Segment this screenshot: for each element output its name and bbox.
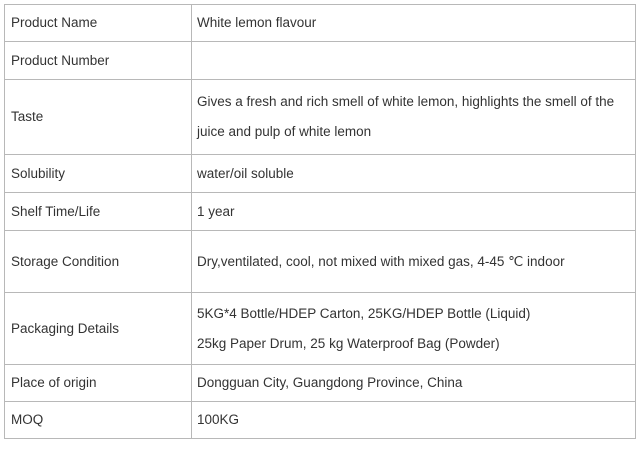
value-line: juice and pulp of white lemon (197, 124, 372, 139)
table-row (5, 231, 636, 293)
value-line: Dongguan City, Guangdong Province, China (197, 375, 463, 390)
row-label: Packaging Details (5, 293, 192, 365)
value-line: Dry,ventilated, cool, not mixed with mixed gas, 4-45 ℃ indoor (197, 253, 565, 269)
table-row (5, 402, 636, 439)
row-value (192, 5, 636, 42)
row-label: Product Number (5, 42, 192, 80)
row-value (192, 80, 636, 155)
table-row (5, 365, 636, 402)
row-label: Place of origin (5, 365, 192, 402)
value-line: White lemon flavour (197, 15, 317, 30)
table-row (5, 193, 636, 231)
table-row (5, 5, 636, 42)
table-row (5, 80, 636, 155)
value-line: 25kg Paper Drum, 25 kg Waterproof Bag (Powder) (197, 335, 500, 351)
row-label: Solubility (5, 155, 192, 193)
row-value (192, 231, 636, 293)
row-label: Storage Condition (5, 231, 192, 293)
value-line: water/oil soluble (197, 165, 294, 181)
table-row (5, 42, 636, 80)
table-row (5, 293, 636, 365)
row-label: MOQ (5, 402, 192, 439)
table-row (5, 155, 636, 193)
row-value (192, 402, 636, 439)
value-line: 100KG (197, 412, 240, 427)
value-line: 1 year (197, 203, 235, 219)
row-value (192, 293, 636, 365)
row-value (192, 155, 636, 193)
row-value (192, 365, 636, 402)
row-value (192, 42, 636, 80)
value-line: 5KG*4 Bottle/HDEP Carton, 25KG/HDEP Bottle (Liquid) (197, 305, 531, 321)
row-label: Product Name (5, 5, 192, 42)
product-spec-table (4, 4, 636, 439)
row-label: Shelf Time/Life (5, 193, 192, 231)
value-line: Gives a fresh and rich smell of white lemon, highlights the smell of the (197, 94, 615, 109)
row-value (192, 193, 636, 231)
row-label: Taste (5, 80, 192, 155)
